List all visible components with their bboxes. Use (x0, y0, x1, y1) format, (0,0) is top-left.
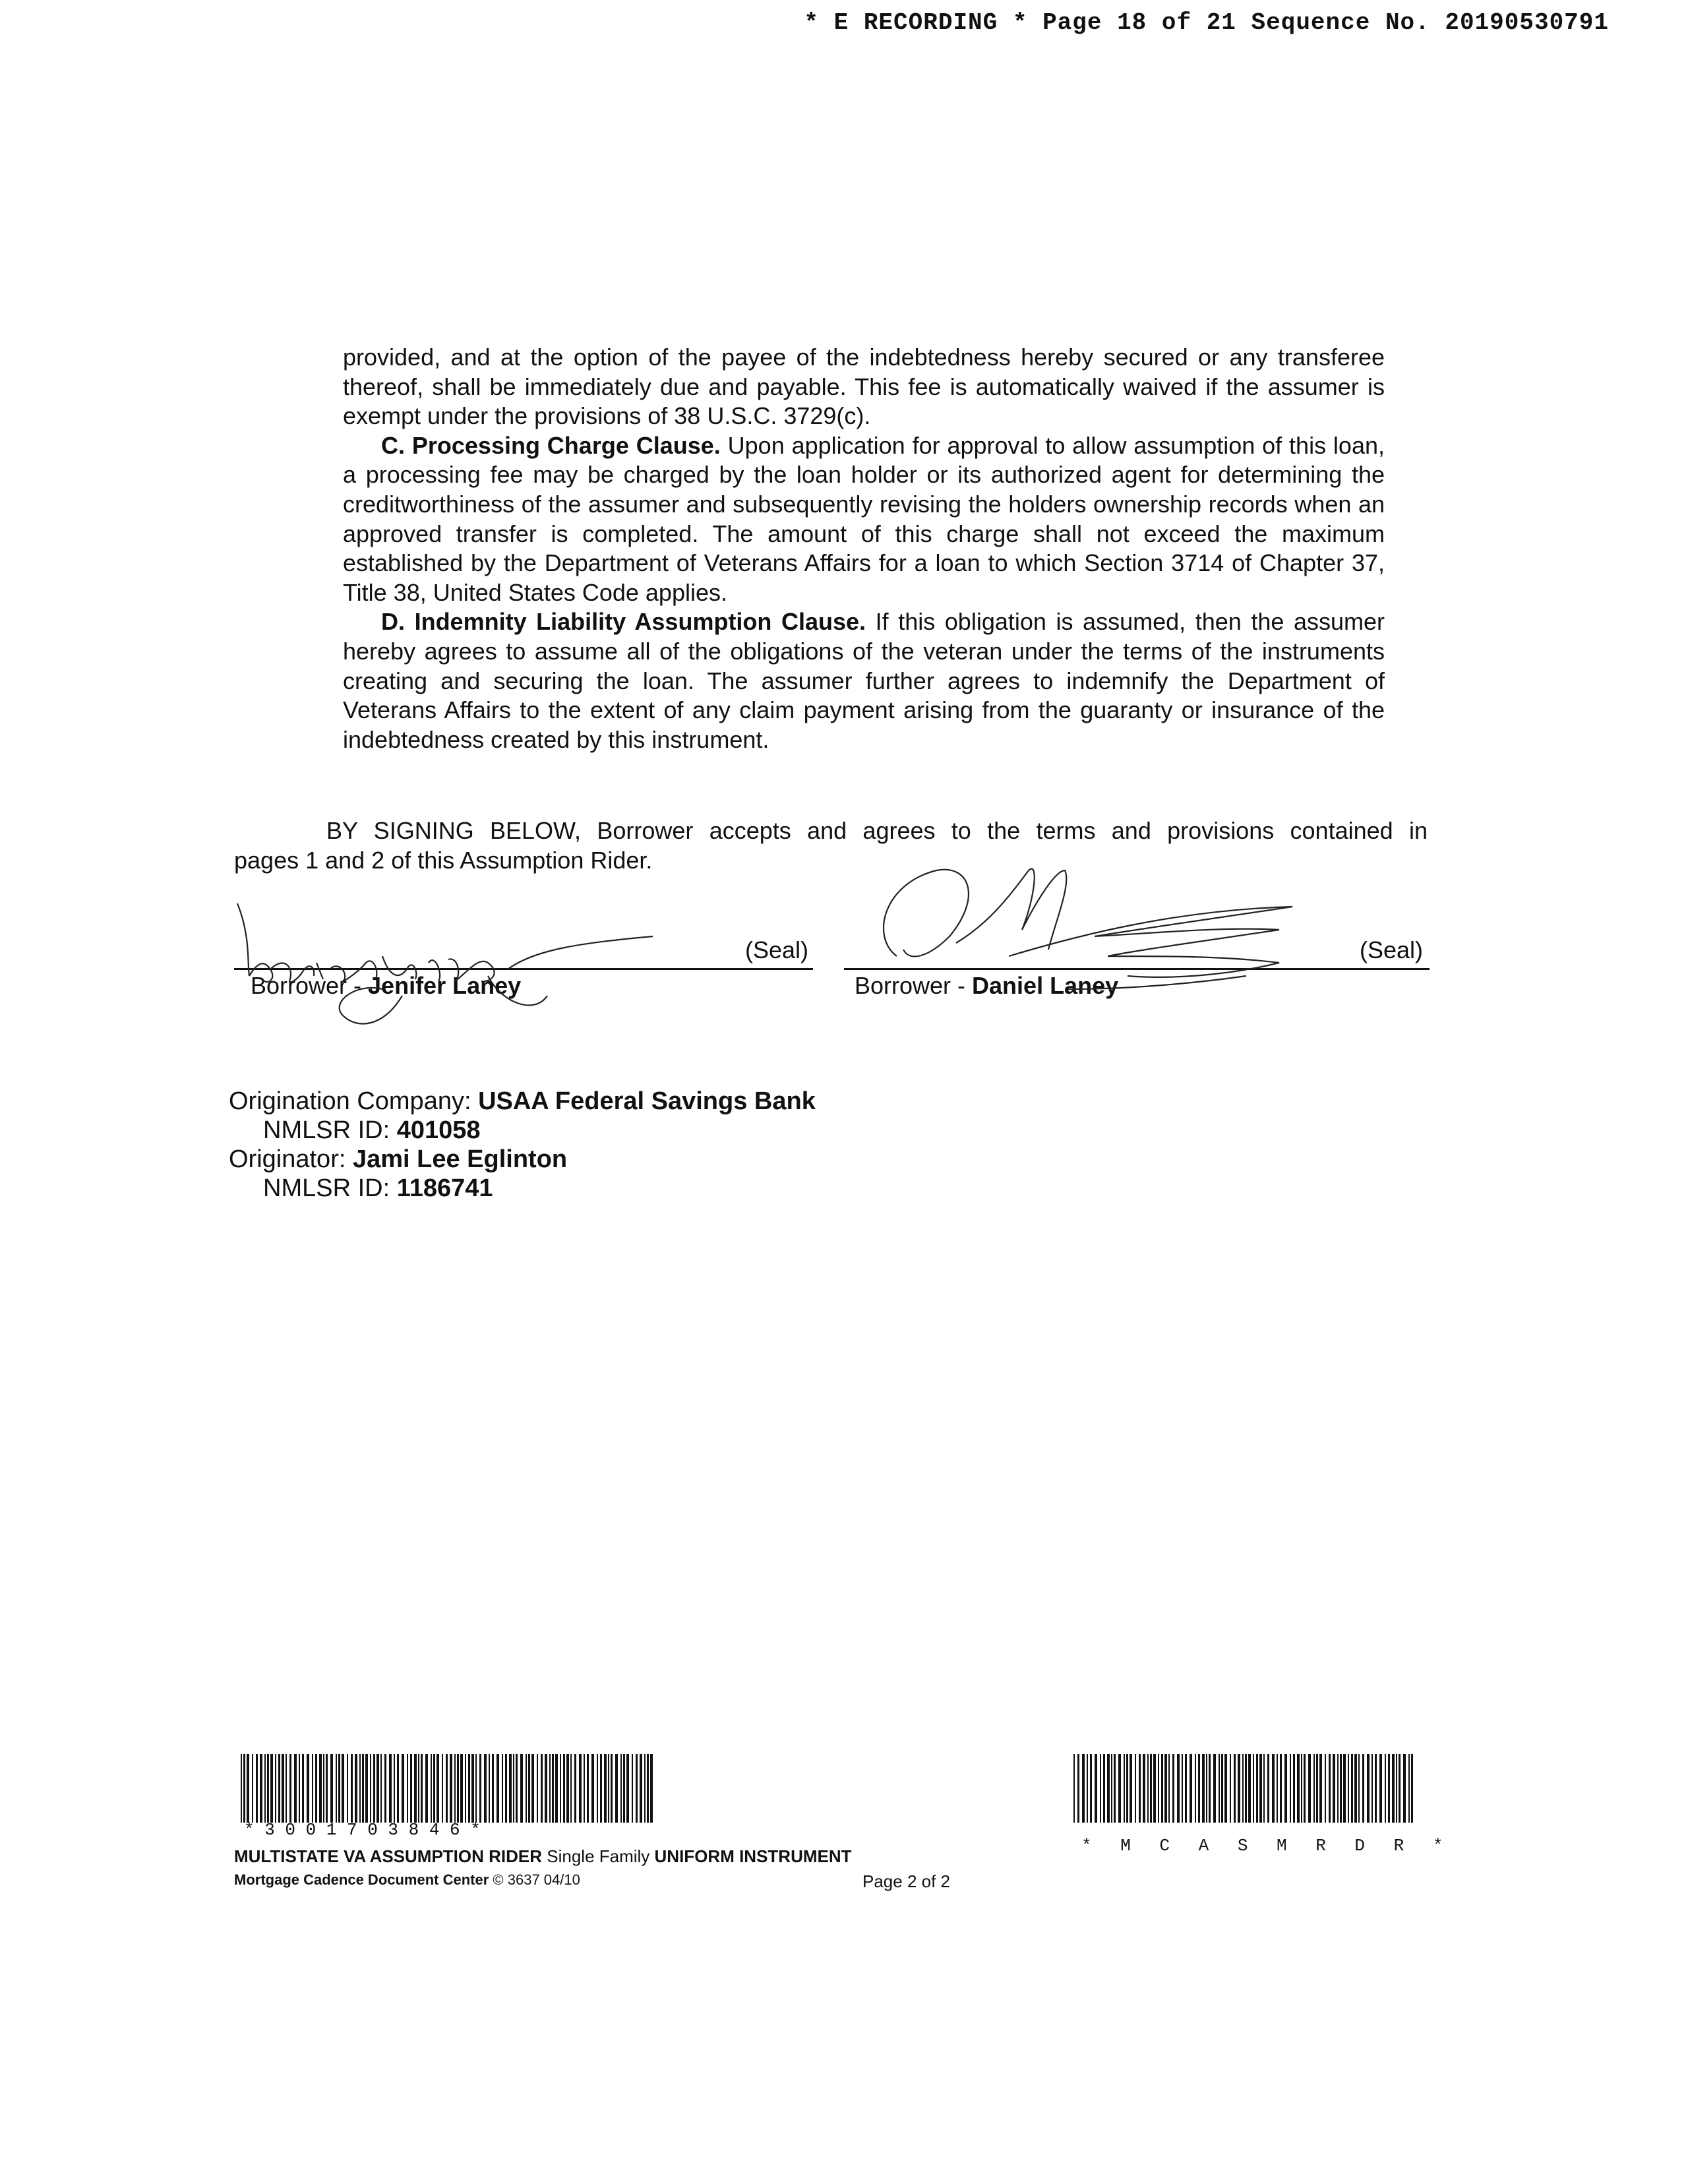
loan-number-barcode-bar (442, 1754, 443, 1823)
loan-number-barcode-text: * 3 0 0 1 7 0 3 8 4 6 * (244, 1820, 481, 1840)
loan-number-barcode-bar (555, 1754, 558, 1823)
loan-number-barcode-bar (502, 1754, 503, 1823)
borrower1-seal-label: (Seal) (745, 936, 809, 963)
form-code-barcode-bar (1354, 1754, 1357, 1823)
loan-number-barcode-bar (552, 1754, 554, 1823)
company-nmlsr-value: 401058 (396, 1116, 481, 1144)
loan-number-barcode-bar (471, 1754, 474, 1823)
loan-number-barcode-bar (336, 1754, 337, 1823)
originator-nmlsr-label: NMLSR ID: (263, 1174, 397, 1202)
loan-number-barcode-bar (475, 1754, 477, 1823)
form-code-barcode-bar (1340, 1754, 1342, 1823)
origination-company-value: USAA Federal Savings Bank (478, 1087, 816, 1115)
loan-number-barcode-bar (264, 1754, 266, 1823)
form-copyright: © 3637 04/10 (489, 1871, 580, 1888)
form-title-bold1: MULTISTATE VA ASSUMPTION RIDER (234, 1846, 543, 1866)
loan-number-barcode-bar (497, 1754, 499, 1823)
form-code-barcode-bar (1319, 1754, 1322, 1823)
loan-number-barcode-bar (394, 1754, 395, 1823)
form-source-footer (234, 1871, 580, 1889)
loan-number-barcode-bar (359, 1754, 361, 1823)
loan-number-barcode-bar (384, 1754, 386, 1823)
origination-company-label: Origination Company: (229, 1087, 479, 1115)
borrower2-label: Borrower - (855, 972, 973, 999)
clause-d (343, 607, 1385, 754)
loan-number-barcode (241, 1754, 663, 1823)
loan-number-barcode-bar (425, 1754, 428, 1823)
form-code-barcode-bar (1297, 1754, 1300, 1823)
form-code-barcode-bar (1399, 1754, 1401, 1823)
form-code-barcode-bar (1213, 1754, 1216, 1823)
loan-number-barcode-bar (256, 1754, 258, 1823)
clause-c-body: Upon application for approval to allow assumption of this loan, a processing fee may be charged by the loan holder or its authorized agent for determining the creditworthiness of the assumer and subsequently revising the holders ownership records when an approved transfer is completed. The amount of this charge shall not exceed the maximum established by the Department of Veterans Affairs for a loan to which Section 3714 of Chapter 37, Title 38, United States Code applies. (343, 431, 1385, 606)
loan-number-barcode-bar (615, 1754, 618, 1823)
form-code-barcode-bar (1351, 1754, 1353, 1823)
loan-number-barcode-bar (446, 1754, 448, 1823)
form-code-barcode (1073, 1754, 1423, 1823)
borrower1-handwritten-signature (231, 897, 666, 1035)
form-code-barcode-bar (1209, 1754, 1211, 1823)
loan-number-barcode-bar (513, 1754, 514, 1823)
loan-number-barcode-bar (570, 1754, 572, 1823)
form-code-barcode-bar (1316, 1754, 1318, 1823)
form-code-barcode-bar (1198, 1754, 1200, 1823)
loan-number-barcode-bar (516, 1754, 518, 1823)
form-code-barcode-bar (1304, 1754, 1306, 1823)
form-code-barcode-bar (1234, 1754, 1236, 1823)
form-code-barcode-bar (1103, 1754, 1105, 1823)
loan-number-barcode-bar (560, 1754, 561, 1823)
originator-line (229, 1145, 816, 1174)
loan-number-barcode-bar (545, 1754, 547, 1823)
form-code-barcode-bar (1343, 1754, 1346, 1823)
loan-number-barcode-bar (402, 1754, 404, 1823)
form-code-barcode-bar (1280, 1754, 1282, 1823)
form-code-barcode-bar (1277, 1754, 1278, 1823)
form-title-bold2: UNIFORM INSTRUMENT (654, 1846, 852, 1866)
loan-number-barcode-bar (421, 1754, 423, 1823)
form-code-barcode-bar (1147, 1754, 1149, 1823)
loan-number-barcode-bar (365, 1754, 368, 1823)
form-code-barcode-bar (1385, 1754, 1386, 1823)
origination-company-line (229, 1087, 816, 1116)
form-title-footer (234, 1846, 852, 1867)
form-code-barcode-bar (1245, 1754, 1247, 1823)
form-code-barcode-bar (1130, 1754, 1132, 1823)
form-code-barcode-bar (1362, 1754, 1364, 1823)
form-code-barcode-bar (1375, 1754, 1377, 1823)
form-code-barcode-bar (1190, 1754, 1192, 1823)
form-code-barcode-bar (1153, 1754, 1156, 1823)
loan-number-barcode-bar (640, 1754, 642, 1823)
form-code-barcode-bar (1161, 1754, 1163, 1823)
loan-number-barcode-bar (243, 1754, 245, 1823)
form-code-barcode-bar (1150, 1754, 1152, 1823)
loan-number-barcode-bar (323, 1754, 324, 1823)
borrower1-name: Jenifer Laney (368, 972, 522, 999)
form-code-barcode-bar (1082, 1754, 1085, 1823)
loan-number-barcode-bar (465, 1754, 466, 1823)
clause-c-title: C. Processing Charge Clause. (381, 431, 721, 459)
company-nmlsr-label: NMLSR ID: (263, 1116, 397, 1144)
form-code-barcode-bar (1139, 1754, 1141, 1823)
loan-number-barcode-bar (632, 1754, 633, 1823)
loan-number-barcode-bar (591, 1754, 594, 1823)
loan-number-barcode-bar (294, 1754, 297, 1823)
loan-number-barcode-bar (509, 1754, 512, 1823)
loan-number-barcode-bar (549, 1754, 551, 1823)
form-code-barcode-bar (1408, 1754, 1410, 1823)
form-code-barcode-bar (1329, 1754, 1331, 1823)
page-number: Page 2 of 2 (862, 1871, 950, 1891)
loan-number-barcode-bar (289, 1754, 291, 1823)
loan-number-barcode-bar (275, 1754, 276, 1823)
loan-number-barcode-bar (541, 1754, 543, 1823)
form-code-barcode-bar (1301, 1754, 1302, 1823)
loan-number-barcode-bar (433, 1754, 435, 1823)
form-code-barcode-bar (1284, 1754, 1287, 1823)
form-code-barcode-bar (1195, 1754, 1196, 1823)
loan-number-barcode-bar (373, 1754, 375, 1823)
loan-number-barcode-bar (647, 1754, 649, 1823)
form-code-barcode-bar (1158, 1754, 1159, 1823)
borrower2-handwritten-signature (857, 857, 1332, 1016)
loan-number-barcode-bar (584, 1754, 585, 1823)
loan-number-barcode-bar (241, 1754, 242, 1823)
loan-number-barcode-bar (460, 1754, 463, 1823)
form-code-barcode-bar (1263, 1754, 1265, 1823)
loan-number-barcode-bar (457, 1754, 459, 1823)
loan-number-barcode-bar (347, 1754, 348, 1823)
form-code-barcode-bar (1118, 1754, 1121, 1823)
clause-c (343, 431, 1385, 608)
form-code-barcode-bar (1095, 1754, 1097, 1823)
form-code-barcode-bar (1114, 1754, 1116, 1823)
loan-number-barcode-bar (410, 1754, 412, 1823)
form-code-barcode-bar (1202, 1754, 1205, 1823)
loan-number-barcode-bar (437, 1754, 439, 1823)
clause-d-title: D. Indemnity Liability Assumption Clause. (381, 608, 866, 636)
form-code-barcode-bar (1333, 1754, 1335, 1823)
loan-number-barcode-bar (351, 1754, 353, 1823)
form-code-barcode-bar (1230, 1754, 1231, 1823)
loan-number-barcode-bar (282, 1754, 284, 1823)
loan-number-barcode-bar (326, 1754, 328, 1823)
form-code-barcode-bar (1372, 1754, 1373, 1823)
loan-number-barcode-bar (484, 1754, 487, 1823)
loan-number-barcode-bar (397, 1754, 399, 1823)
form-code-barcode-bar (1182, 1754, 1183, 1823)
loan-number-barcode-bar (608, 1754, 609, 1823)
loan-number-barcode-bar (650, 1754, 653, 1823)
form-code-barcode-bar (1172, 1754, 1174, 1823)
loan-number-barcode-bar (247, 1754, 249, 1823)
borrower1-label: Borrower - (251, 972, 369, 999)
form-code-barcode-bar (1126, 1754, 1128, 1823)
loan-number-barcode-bar (528, 1754, 530, 1823)
loan-number-barcode-bar (574, 1754, 576, 1823)
loan-number-barcode-bar (492, 1754, 494, 1823)
form-code-barcode-bar (1248, 1754, 1251, 1823)
form-code-barcode-bar (1367, 1754, 1370, 1823)
loan-number-barcode-bar (644, 1754, 646, 1823)
form-code-barcode-bar (1206, 1754, 1207, 1823)
form-code-barcode-bar (1256, 1754, 1258, 1823)
originator-label: Originator: (229, 1145, 353, 1173)
form-code-barcode-bar (1379, 1754, 1382, 1823)
loan-number-barcode-bar (468, 1754, 470, 1823)
form-code-barcode-bar (1358, 1754, 1360, 1823)
form-code-barcode-bar (1411, 1754, 1413, 1823)
loan-number-barcode-bar (604, 1754, 607, 1823)
loan-number-barcode-bar (389, 1754, 392, 1823)
form-code-barcode-bar (1090, 1754, 1092, 1823)
form-code-barcode-bar (1403, 1754, 1406, 1823)
form-code-barcode-bar (1308, 1754, 1311, 1823)
origination-info (229, 1087, 816, 1203)
loan-number-barcode-bar (312, 1754, 313, 1823)
form-code-barcode-bar (1242, 1754, 1244, 1823)
loan-number-barcode-bar (489, 1754, 490, 1823)
loan-number-barcode-bar (252, 1754, 253, 1823)
originator-nmlsr-value: 1186741 (396, 1174, 493, 1202)
loan-number-barcode-bar (531, 1754, 534, 1823)
loan-number-barcode-bar (597, 1754, 598, 1823)
loan-number-barcode-bar (380, 1754, 382, 1823)
form-code-barcode-bar (1177, 1754, 1180, 1823)
loan-number-barcode-bar (563, 1754, 565, 1823)
form-code-barcode-bar (1111, 1754, 1112, 1823)
form-code-barcode-bar (1124, 1754, 1125, 1823)
form-code-barcode-bar (1219, 1754, 1220, 1823)
borrower2-seal-label: (Seal) (1360, 936, 1424, 963)
loan-number-barcode-bar (620, 1754, 622, 1823)
loan-number-barcode-bar (377, 1754, 379, 1823)
form-code-barcode-text: * M C A S M R D R * (1081, 1836, 1453, 1856)
loan-number-barcode-bar (479, 1754, 481, 1823)
loan-number-barcode-bar (431, 1754, 432, 1823)
form-code-barcode-bar (1388, 1754, 1390, 1823)
loan-number-barcode-bar (315, 1754, 317, 1823)
loan-number-barcode-bar (267, 1754, 269, 1823)
signing-intro-line2: pages 1 and 2 of this Assumption Rider. (234, 846, 653, 874)
loan-number-barcode-bar (330, 1754, 333, 1823)
loan-number-barcode-bar (454, 1754, 456, 1823)
form-code-barcode-bar (1224, 1754, 1227, 1823)
loan-number-barcode-bar (307, 1754, 309, 1823)
form-code-barcode-bar (1100, 1754, 1101, 1823)
loan-number-barcode-bar (355, 1754, 357, 1823)
loan-number-barcode-bar (299, 1754, 300, 1823)
form-code-barcode-bar (1077, 1754, 1079, 1823)
form-code-barcode-bar (1267, 1754, 1269, 1823)
form-code-barcode-bar (1238, 1754, 1240, 1823)
loan-number-barcode-bar (370, 1754, 371, 1823)
form-code-barcode-bar (1392, 1754, 1395, 1823)
loan-number-barcode-bar (414, 1754, 417, 1823)
form-code-barcode-bar (1143, 1754, 1145, 1823)
form-code-barcode-bar (1325, 1754, 1326, 1823)
loan-number-barcode-bar (626, 1754, 629, 1823)
loan-number-barcode-bar (270, 1754, 273, 1823)
loan-number-barcode-bar (342, 1754, 344, 1823)
form-code-barcode-bar (1168, 1754, 1170, 1823)
form-code-barcode-bar (1337, 1754, 1339, 1823)
form-code-barcode-bar (1348, 1754, 1349, 1823)
form-code-barcode-bar (1290, 1754, 1291, 1823)
form-code-barcode-bar (1087, 1754, 1088, 1823)
borrower2-name: Daniel Laney (972, 972, 1119, 999)
loan-number-barcode-bar (286, 1754, 287, 1823)
form-code-barcode-bar (1272, 1754, 1275, 1823)
loan-number-barcode-bar (418, 1754, 419, 1823)
loan-number-barcode-bar (362, 1754, 364, 1823)
form-code-barcode-bar (1259, 1754, 1262, 1823)
document-center-label: Mortgage Cadence Document Center (234, 1871, 489, 1888)
loan-number-barcode-bar (537, 1754, 538, 1823)
loan-number-barcode-bar (611, 1754, 613, 1823)
loan-number-barcode-bar (566, 1754, 569, 1823)
signing-intro-line1: BY SIGNING BELOW, Borrower accepts and agrees to the terms and provisions contained in (326, 817, 1428, 844)
form-code-barcode-bar (1135, 1754, 1136, 1823)
loan-number-barcode-bar (587, 1754, 589, 1823)
form-code-barcode-bar (1221, 1754, 1223, 1823)
form-code-barcode-bar (1185, 1754, 1187, 1823)
form-code-barcode-bar (1293, 1754, 1295, 1823)
loan-number-barcode-bar (600, 1754, 602, 1823)
form-code-barcode-bar (1073, 1754, 1075, 1823)
loan-number-barcode-bar (278, 1754, 280, 1823)
loan-number-barcode-bar (302, 1754, 304, 1823)
rider-body (343, 343, 1385, 754)
loan-number-barcode-bar (319, 1754, 322, 1823)
form-title-normal: Single Family (542, 1846, 655, 1866)
originator-value: Jami Lee Eglinton (352, 1145, 568, 1173)
company-nmlsr-line (229, 1116, 816, 1145)
form-code-barcode-bar (1253, 1754, 1254, 1823)
loan-number-barcode-bar (407, 1754, 408, 1823)
originator-nmlsr-line (229, 1174, 816, 1203)
loan-number-barcode-bar (260, 1754, 262, 1823)
clause-d-body: If this obligation is assumed, then the assumer hereby agrees to assume all of the obligations of the veteran under the terms of the instruments creating and securing the loan. The assumer further agrees to indemnify the Department of Veterans Affairs to the extent of any claim payment arising from the guaranty or insurance of the indebtedness created by this instrument. (343, 608, 1385, 753)
loan-number-barcode-bar (579, 1754, 582, 1823)
loan-number-barcode-bar (623, 1754, 625, 1823)
form-code-barcode-bar (1313, 1754, 1315, 1823)
loan-number-barcode-bar (526, 1754, 527, 1823)
recording-header: * E RECORDING * Page 18 of 21 Sequence No. 20190530791 (804, 9, 1609, 36)
form-code-barcode-bar (1396, 1754, 1397, 1823)
loan-number-barcode-bar (505, 1754, 507, 1823)
loan-number-barcode-bar (520, 1754, 523, 1823)
loan-number-barcode-bar (450, 1754, 452, 1823)
loan-number-barcode-bar (636, 1754, 638, 1823)
form-code-barcode-bar (1107, 1754, 1110, 1823)
form-code-barcode-bar (1164, 1754, 1167, 1823)
continuation-paragraph: provided, and at the option of the payee of the indebtedness hereby secured or any transferee thereof, shall be immediately due and payable. This fee is automatically waived if the assumer is exempt under the provisions of 38 U.S.C. 3729(c). (343, 344, 1385, 430)
loan-number-barcode-bar (338, 1754, 340, 1823)
